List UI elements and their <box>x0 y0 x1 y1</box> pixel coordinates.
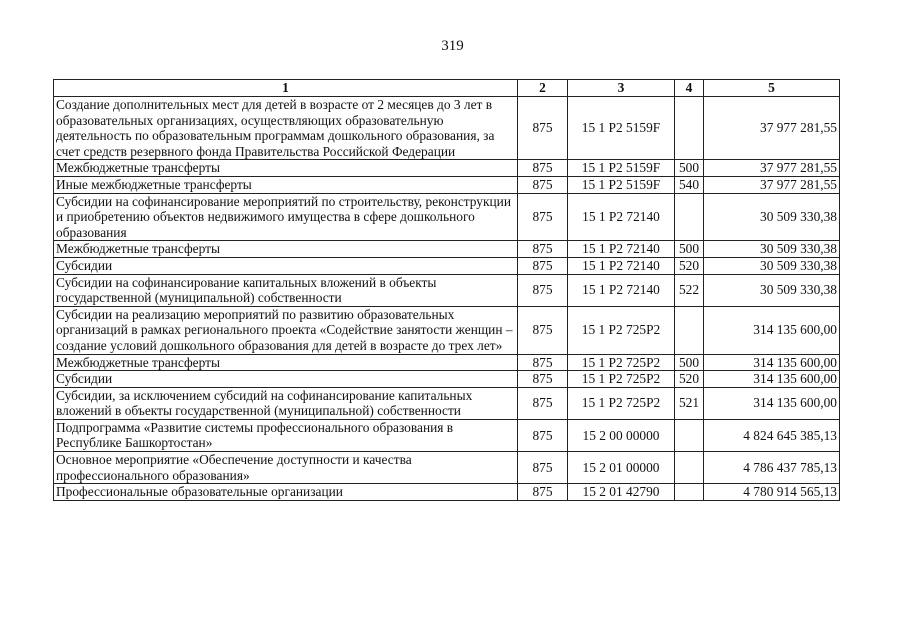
row-name: Межбюджетные трансферты <box>54 354 518 371</box>
table-row <box>54 257 840 274</box>
header-col-4: 4 <box>675 80 704 97</box>
row-ved-code: 875 <box>518 452 568 484</box>
row-target-article: 15 2 01 42790 <box>568 484 675 501</box>
table-row <box>54 160 840 177</box>
row-name: Подпрограмма «Развитие системы профессионального образования в Республике Башкортостан» <box>54 419 518 451</box>
table-row <box>54 354 840 371</box>
row-target-article: 15 1 P2 72140 <box>568 241 675 258</box>
header-col-3: 3 <box>568 80 675 97</box>
row-expense-type <box>675 306 704 354</box>
table-row <box>54 176 840 193</box>
row-name: Субсидии <box>54 257 518 274</box>
table-row <box>54 193 840 241</box>
row-target-article: 15 2 01 00000 <box>568 452 675 484</box>
row-ved-code: 875 <box>518 371 568 388</box>
row-amount: 30 509 330,38 <box>704 241 840 258</box>
row-expense-type: 520 <box>675 371 704 388</box>
row-amount: 30 509 330,38 <box>704 193 840 241</box>
table-row <box>54 452 840 484</box>
row-expense-type: 500 <box>675 354 704 371</box>
row-amount: 4 824 645 385,13 <box>704 419 840 451</box>
row-ved-code: 875 <box>518 241 568 258</box>
table-row <box>54 306 840 354</box>
row-expense-type: 500 <box>675 241 704 258</box>
row-target-article: 15 1 P2 5159F <box>568 176 675 193</box>
row-amount: 30 509 330,38 <box>704 274 840 306</box>
table-row <box>54 371 840 388</box>
row-amount: 37 977 281,55 <box>704 97 840 160</box>
row-ved-code: 875 <box>518 419 568 451</box>
row-name: Иные межбюджетные трансферты <box>54 176 518 193</box>
row-name: Субсидии на софинансирование капитальных вложений в объекты государственной (муниципальной) собственности <box>54 274 518 306</box>
row-name: Межбюджетные трансферты <box>54 241 518 258</box>
row-name: Субсидии <box>54 371 518 388</box>
row-amount: 314 135 600,00 <box>704 354 840 371</box>
row-target-article: 15 2 00 00000 <box>568 419 675 451</box>
row-target-article: 15 1 P2 725P2 <box>568 306 675 354</box>
row-expense-type <box>675 452 704 484</box>
table-row <box>54 274 840 306</box>
table-row <box>54 419 840 451</box>
row-name: Межбюджетные трансферты <box>54 160 518 177</box>
row-expense-type <box>675 419 704 451</box>
header-col-2: 2 <box>518 80 568 97</box>
table-row <box>54 387 840 419</box>
row-target-article: 15 1 P2 72140 <box>568 257 675 274</box>
row-amount: 37 977 281,55 <box>704 160 840 177</box>
row-target-article: 15 1 P2 725P2 <box>568 371 675 388</box>
row-expense-type <box>675 97 704 160</box>
row-target-article: 15 1 P2 72140 <box>568 274 675 306</box>
row-expense-type: 540 <box>675 176 704 193</box>
row-expense-type: 500 <box>675 160 704 177</box>
row-ved-code: 875 <box>518 257 568 274</box>
row-name: Субсидии на реализацию мероприятий по развитию образовательных организаций в рамках регионального проекта «Содействие занятости женщин – создание условий дошкольного образования для детей в возрасте до трех лет» <box>54 306 518 354</box>
row-amount: 314 135 600,00 <box>704 387 840 419</box>
page-number: 319 <box>441 38 464 54</box>
table-header-row <box>54 80 840 97</box>
row-ved-code: 875 <box>518 354 568 371</box>
row-name: Создание дополнительных мест для детей в возрасте от 2 месяцев до 3 лет в образовательных организациях, осуществляющих образовательную деятельность по образовательным программам дошкольного образования, за счет средств резервного фонда Правительства Российской Федерации <box>54 97 518 160</box>
row-target-article: 15 1 P2 5159F <box>568 160 675 177</box>
header-col-5: 5 <box>704 80 840 97</box>
row-target-article: 15 1 P2 72140 <box>568 193 675 241</box>
row-ved-code: 875 <box>518 484 568 501</box>
row-target-article: 15 1 P2 5159F <box>568 97 675 160</box>
row-amount: 314 135 600,00 <box>704 306 840 354</box>
row-ved-code: 875 <box>518 176 568 193</box>
row-target-article: 15 1 P2 725P2 <box>568 354 675 371</box>
table-row <box>54 484 840 501</box>
header-col-1: 1 <box>54 80 518 97</box>
row-ved-code: 875 <box>518 193 568 241</box>
row-ved-code: 875 <box>518 274 568 306</box>
row-amount: 4 780 914 565,13 <box>704 484 840 501</box>
row-ved-code: 875 <box>518 306 568 354</box>
row-amount: 314 135 600,00 <box>704 371 840 388</box>
row-name: Субсидии на софинансирование мероприятий по строительству, реконструкции и приобретению объектов недвижимого имущества в сфере дошкольного образования <box>54 193 518 241</box>
row-name: Профессиональные образовательные организации <box>54 484 518 501</box>
row-ved-code: 875 <box>518 387 568 419</box>
row-name: Основное мероприятие «Обеспечение доступности и качества профессионального образования» <box>54 452 518 484</box>
row-amount: 30 509 330,38 <box>704 257 840 274</box>
row-expense-type <box>675 484 704 501</box>
budget-table <box>53 79 840 501</box>
row-ved-code: 875 <box>518 160 568 177</box>
row-amount: 37 977 281,55 <box>704 176 840 193</box>
row-target-article: 15 1 P2 725P2 <box>568 387 675 419</box>
row-expense-type <box>675 193 704 241</box>
row-amount: 4 786 437 785,13 <box>704 452 840 484</box>
row-expense-type: 520 <box>675 257 704 274</box>
table-row <box>54 241 840 258</box>
row-name: Субсидии, за исключением субсидий на софинансирование капитальных вложений в объекты государственной (муниципальной) собственности <box>54 387 518 419</box>
row-expense-type: 522 <box>675 274 704 306</box>
table-row <box>54 97 840 160</box>
row-expense-type: 521 <box>675 387 704 419</box>
row-ved-code: 875 <box>518 97 568 160</box>
